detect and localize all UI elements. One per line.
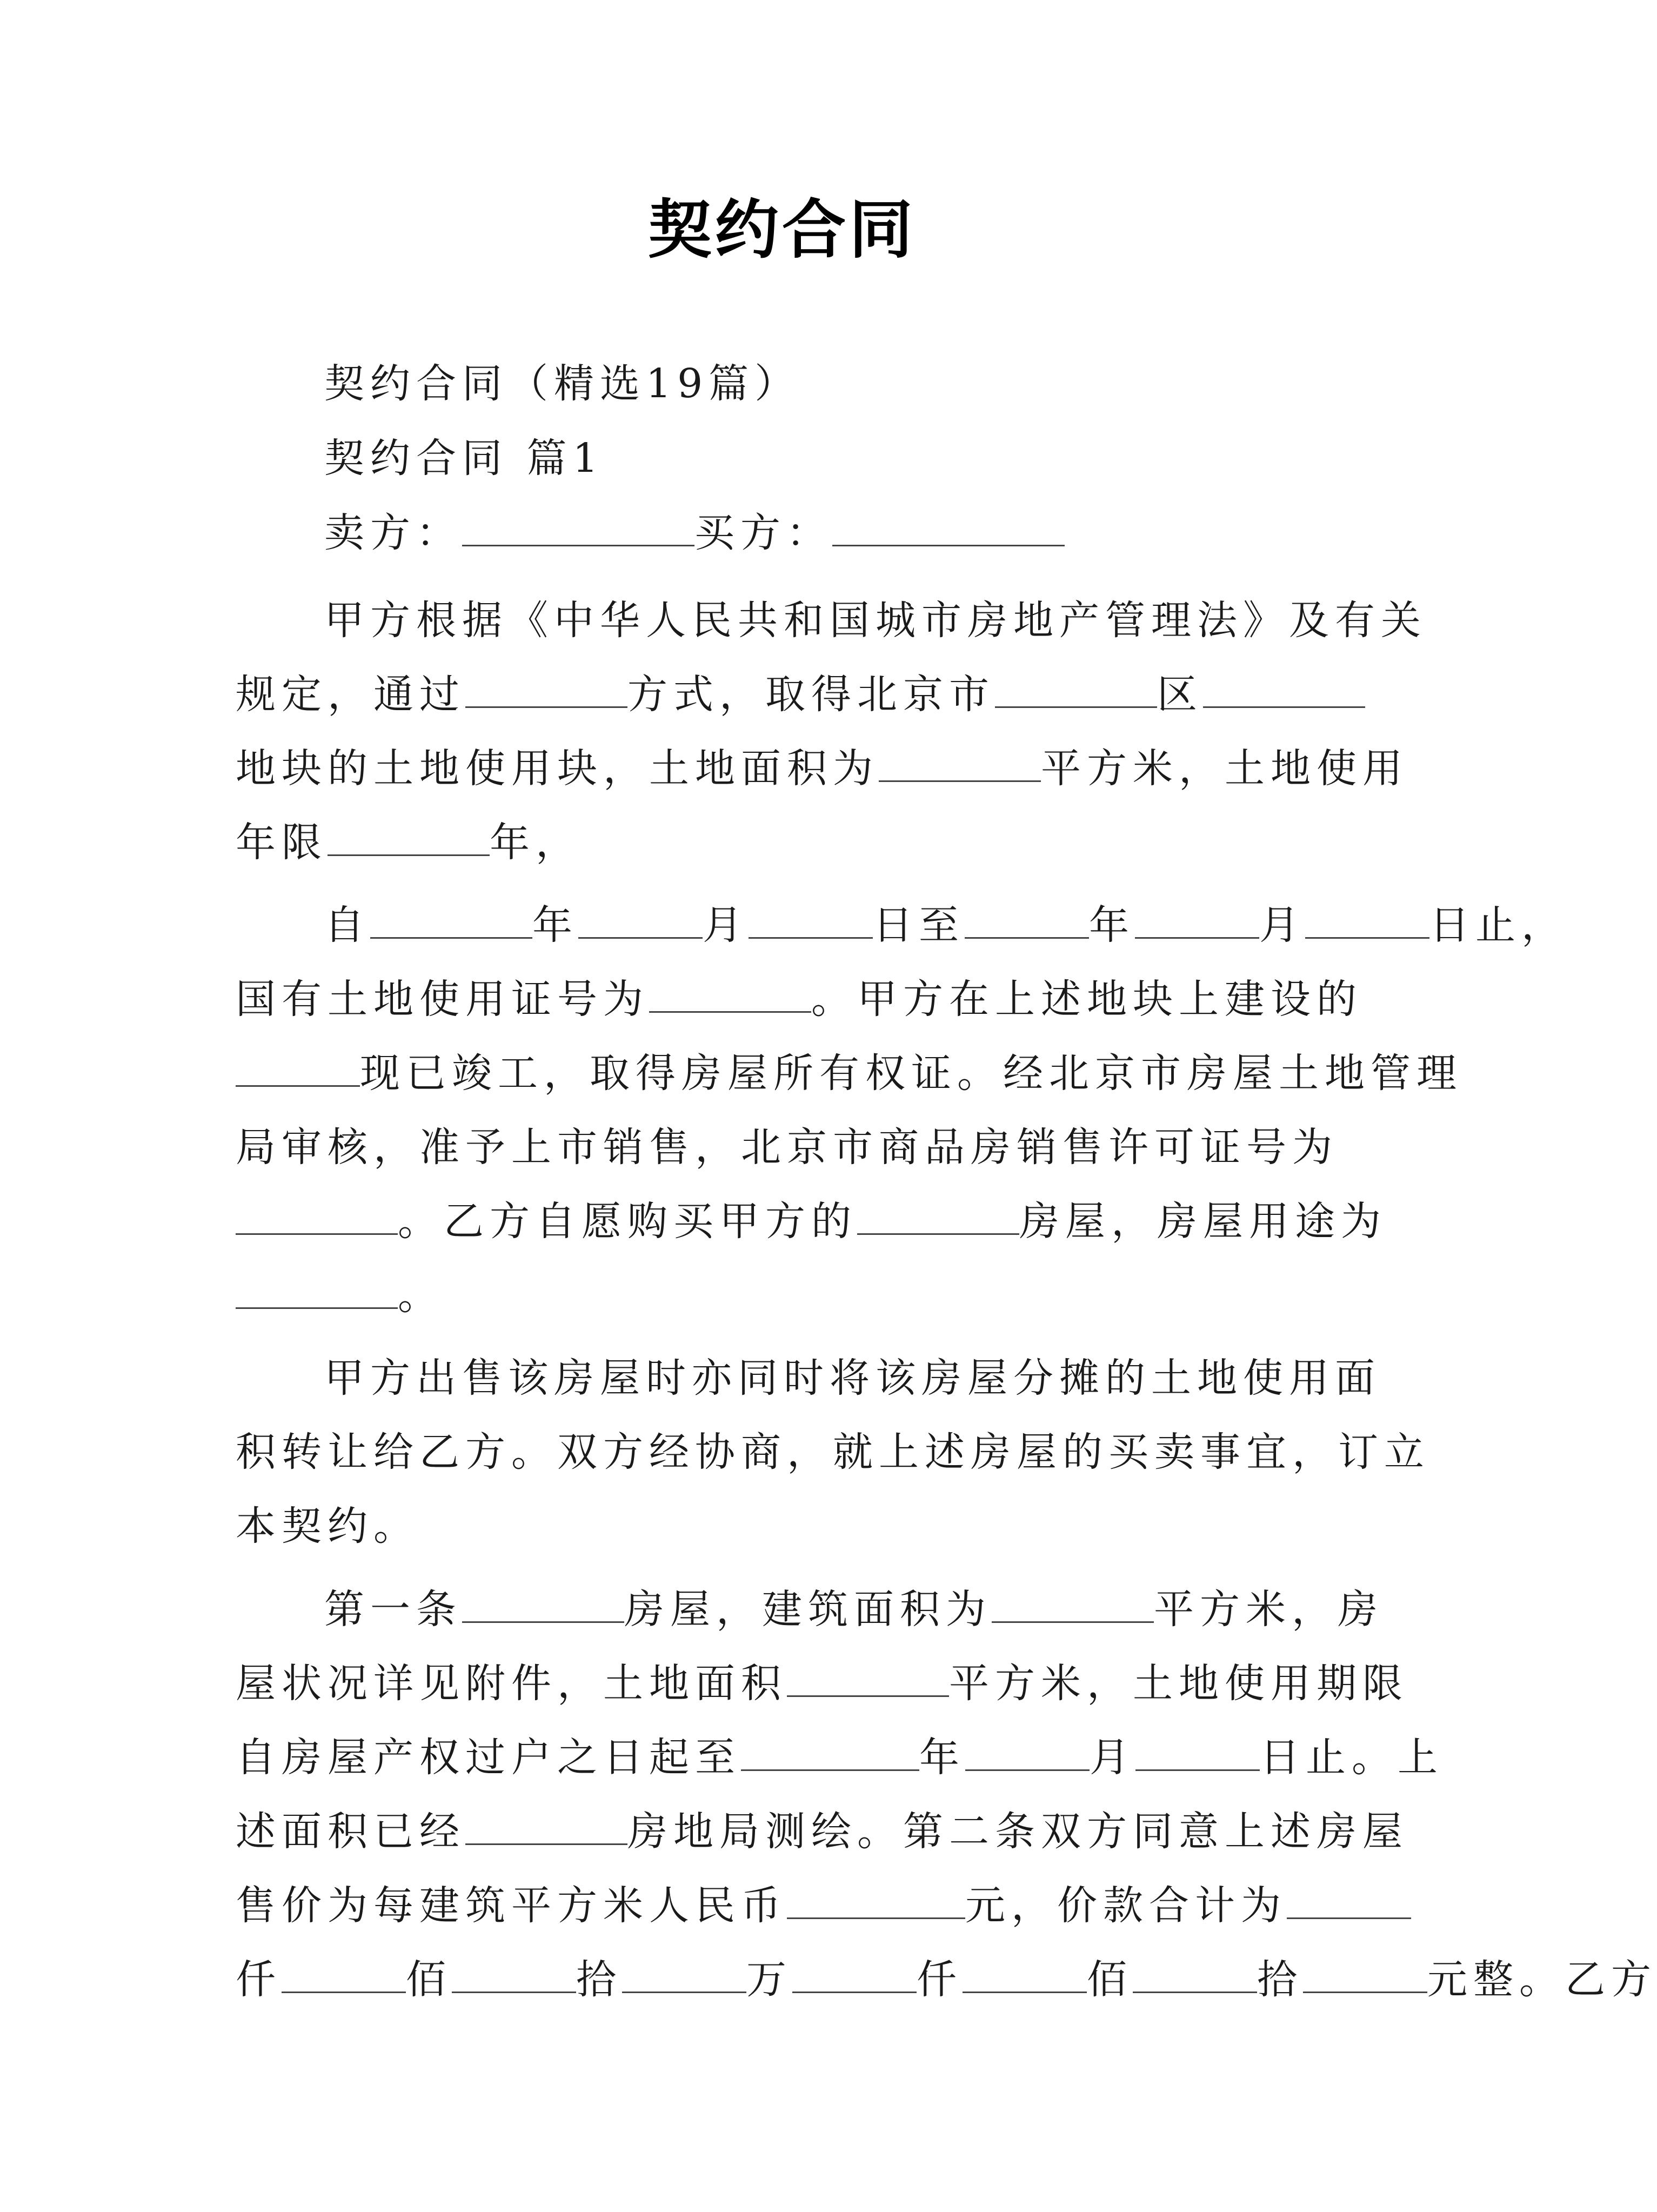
fill-blank — [1133, 1949, 1257, 1993]
paragraph-line — [324, 588, 1427, 653]
text-span: 规定，通过 — [236, 671, 465, 718]
paragraph-line — [236, 662, 1327, 727]
fill-blank — [236, 1191, 398, 1235]
text-span: 平方米，土地使用 — [1041, 745, 1408, 792]
text-span: 甲方根据《中华人民共和国城市房地产管理法》及有关 — [324, 597, 1427, 644]
text-span: 第一条 — [324, 1586, 462, 1633]
paragraph-line — [236, 1189, 1387, 1254]
document-title: 契约合同 — [647, 192, 916, 267]
text-span: 年 — [919, 1734, 965, 1781]
fill-blank — [465, 664, 627, 708]
parties-line — [324, 500, 1416, 565]
text-span: 月 — [1259, 902, 1305, 948]
fill-blank — [1135, 895, 1259, 939]
fill-blank — [787, 1875, 965, 1919]
text-span: 元整。乙方 — [1427, 1956, 1657, 2003]
fill-blank — [992, 1579, 1154, 1623]
text-span: 元，价款合计为 — [965, 1882, 1287, 1929]
fill-blank — [857, 1191, 1019, 1235]
text-span: 佰 — [1087, 1956, 1133, 2003]
text-span: 述面积已经 — [236, 1808, 465, 1855]
fill-blank — [465, 1801, 627, 1845]
text-span: 仟 — [236, 1956, 282, 2003]
paragraph-line — [236, 967, 1362, 1032]
section-line — [324, 426, 1416, 491]
fill-blank — [1305, 895, 1429, 939]
paragraph-line — [236, 1494, 1327, 1559]
text-span: 日止， — [1429, 902, 1567, 948]
text-span: 局审核，准予上市销售，北京市商品房销售许可证号为 — [236, 1124, 1338, 1171]
fill-blank — [328, 812, 490, 856]
heading-line — [324, 351, 1416, 416]
fill-blank — [282, 1949, 406, 1993]
buyer-blank — [832, 503, 1065, 546]
text-span: 方式，取得北京市 — [627, 671, 995, 718]
fill-blank — [462, 1579, 624, 1623]
text-span: 售价为每建筑平方米人民币 — [236, 1882, 787, 1929]
text-span: 万 — [746, 1956, 792, 2003]
paragraph-line — [236, 1799, 1408, 1864]
fill-blank — [792, 1949, 917, 1993]
fill-blank — [749, 895, 873, 939]
fill-blank — [236, 1043, 360, 1087]
section-heading: 契约合同 篇1 — [324, 435, 604, 482]
text-span: 月 — [1090, 1734, 1135, 1781]
fill-blank — [370, 895, 532, 939]
fill-blank — [1203, 664, 1365, 708]
text-span: 年， — [490, 819, 582, 866]
text-span: 区 — [1157, 671, 1203, 718]
fill-blank — [622, 1949, 746, 1993]
text-span: 屋状况详见附件，土地面积 — [236, 1660, 787, 1707]
paragraph-line — [324, 1577, 1384, 1642]
text-span: 日止。上 — [1260, 1734, 1444, 1781]
text-span: 日至 — [873, 902, 965, 948]
text-span: 房地局测绘。第二条双方同意上述房屋 — [627, 1808, 1408, 1855]
text-span: 拾 — [576, 1956, 622, 2003]
fill-blank — [649, 969, 811, 1013]
text-span: 佰 — [406, 1956, 452, 2003]
fill-blank — [1303, 1949, 1427, 1993]
text-span: 。 — [398, 1272, 444, 1319]
text-span: 年限 — [236, 819, 328, 866]
fill-blank — [965, 895, 1089, 939]
fill-blank — [578, 895, 703, 939]
paragraph-line — [236, 1041, 1462, 1106]
text-span: 拾 — [1257, 1956, 1303, 2003]
paragraph-line — [324, 1346, 1381, 1411]
fill-blank — [879, 738, 1041, 782]
paragraph-line — [236, 1651, 1408, 1716]
paragraph-line — [236, 1947, 1657, 2012]
text-span: 国有土地使用证号为 — [236, 976, 649, 1023]
text-span: 房屋，房屋用途为 — [1019, 1198, 1387, 1245]
text-span: 自 — [324, 902, 370, 948]
fill-blank — [965, 1727, 1090, 1771]
text-span: 。乙方自愿购买甲方的 — [398, 1198, 857, 1245]
text-span: 积转让给乙方。双方经协商，就上述房屋的买卖事宜，订立 — [236, 1429, 1430, 1475]
text-span: 仟 — [917, 1956, 963, 2003]
fill-blank — [236, 1265, 398, 1309]
text-span: 平方米，房 — [1154, 1586, 1384, 1633]
text-span: 月 — [703, 902, 749, 948]
text-span: 房屋，建筑面积为 — [624, 1586, 992, 1633]
fill-blank — [1135, 1727, 1260, 1771]
fill-blank — [787, 1653, 949, 1697]
text-span: 自房屋产权过户之日起至 — [236, 1734, 741, 1781]
paragraph-line — [236, 736, 1408, 801]
text-span: 年 — [532, 902, 578, 948]
paragraph-line — [324, 893, 1567, 958]
seller-blank — [462, 503, 694, 546]
text-span: 甲方出售该房屋时亦同时将该房屋分摊的土地使用面 — [324, 1355, 1381, 1401]
paragraph-line — [236, 1263, 1327, 1328]
text-span: 现已竣工，取得房屋所有权证。经北京市房屋土地管理 — [360, 1050, 1462, 1097]
document-heading: 契约合同（精选19篇） — [324, 360, 801, 407]
paragraph-line — [236, 1873, 1327, 1938]
text-span: 年 — [1089, 902, 1135, 948]
text-span: 地块的土地使用块，土地面积为 — [236, 745, 879, 792]
fill-blank — [963, 1949, 1087, 1993]
text-span: 本契约。 — [236, 1503, 419, 1549]
fill-blank — [1287, 1875, 1411, 1919]
paragraph-line — [236, 1725, 1444, 1790]
paragraph-line — [236, 810, 1327, 875]
fill-blank — [995, 664, 1157, 708]
fill-blank — [452, 1949, 576, 1993]
paragraph-line — [236, 1420, 1430, 1485]
text-span: 。甲方在上述地块上建设的 — [811, 976, 1362, 1023]
paragraph-line — [236, 1115, 1338, 1180]
buyer-label: 买方： — [694, 510, 832, 556]
fill-blank — [741, 1727, 919, 1771]
text-span: 平方米，土地使用期限 — [949, 1660, 1408, 1707]
seller-label: 卖方： — [324, 510, 462, 556]
